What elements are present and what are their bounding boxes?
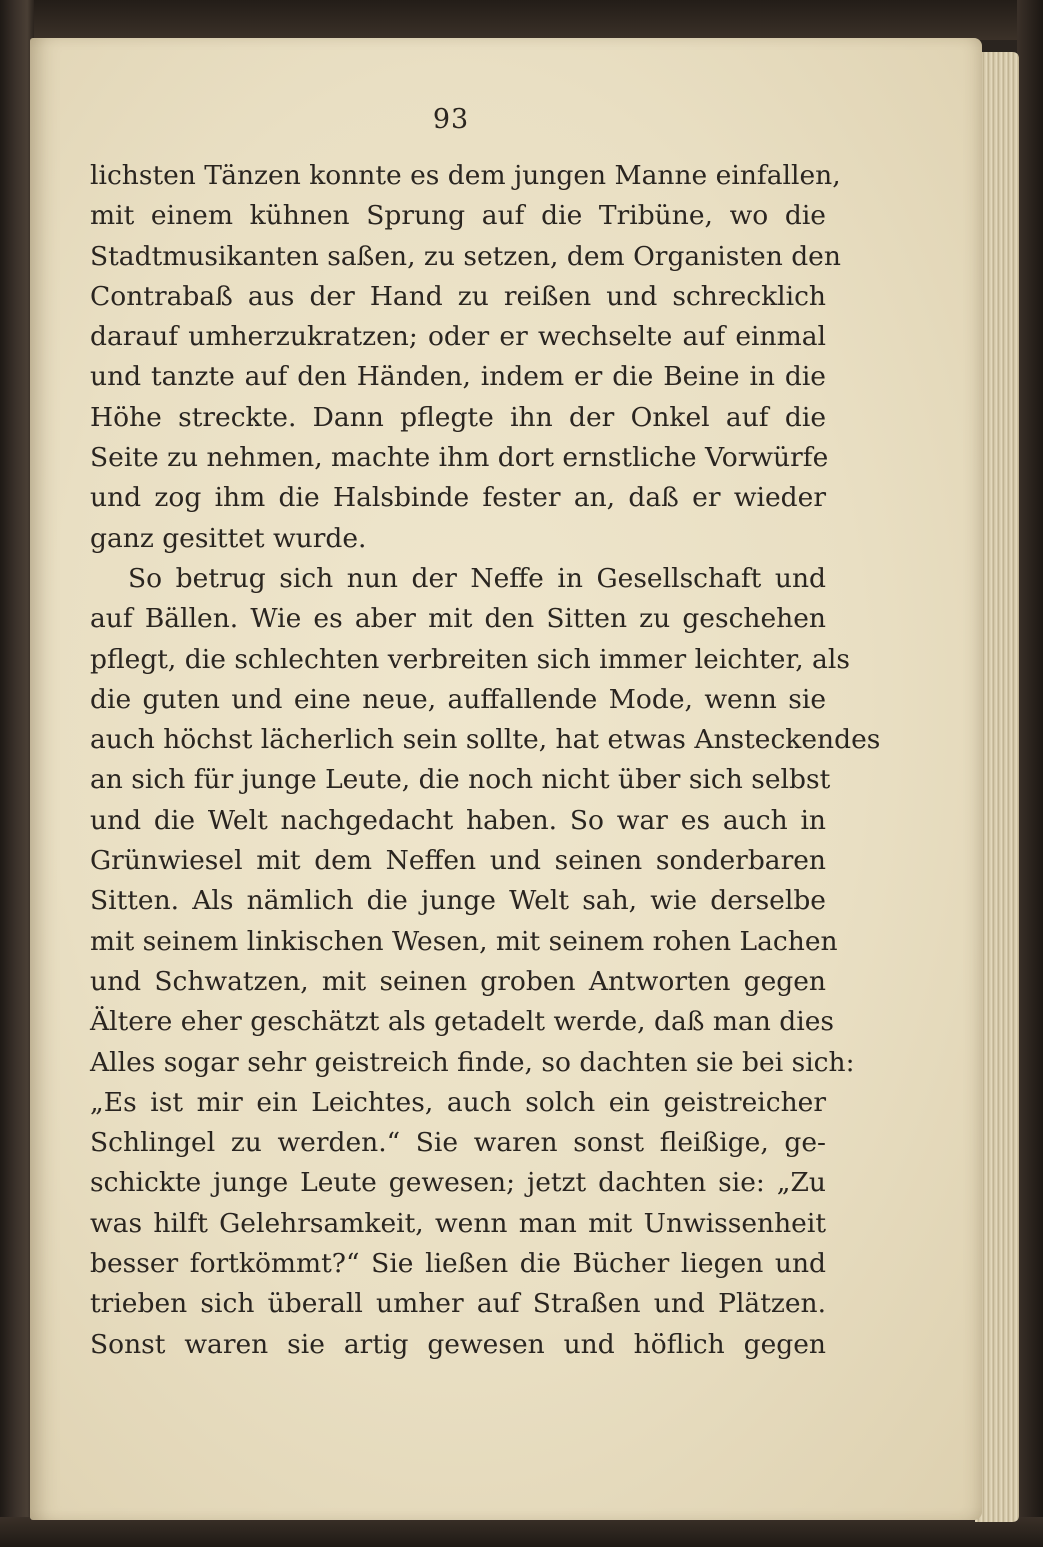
text-line: Sitten. Als nämlich die junge Welt sah, wie derselbe xyxy=(90,885,826,917)
book-page xyxy=(30,38,982,1520)
text-line: trieben sich überall umher auf Straßen und Plätzen. xyxy=(90,1288,826,1320)
text-line: mit seinem linkischen Wesen, mit seinem rohen Lachen xyxy=(90,925,838,957)
text-line: So betrug sich nun der Neffe in Gesellschaft und xyxy=(128,562,826,594)
text-line: Stadtmusikanten saßen, zu setzen, dem Organisten den xyxy=(90,240,841,272)
text-line: Schlingel zu werden.“ Sie waren sonst fleißige, ge- xyxy=(90,1127,826,1159)
text-line: was hilft Gelehrsamkeit, wenn man mit Unwissenheit xyxy=(90,1207,826,1239)
text-line: schickte junge Leute gewesen; jetzt dachten sie: „Zu xyxy=(90,1167,826,1199)
text-line: besser fortkömmt?“ Sie ließen die Bücher liegen und xyxy=(90,1248,826,1280)
text-line: lichsten Tänzen konnte es dem jungen Manne einfallen, xyxy=(90,160,841,191)
book-cover-bottom xyxy=(0,1517,1043,1547)
text-line: Alles sogar sehr geistreich finde, so dachten sie bei sich: xyxy=(90,1046,855,1078)
page-number: 93 xyxy=(432,104,470,135)
text-line: Seite zu nehmen, machte ihm dort ernstliche Vorwürfe xyxy=(90,442,829,474)
text-line: und die Welt nachgedacht haben. So war es auch in xyxy=(90,804,826,836)
text-line: an sich für junge Leute, die noch nicht über sich selbst xyxy=(90,764,831,796)
text-line: Sonst waren sie artig gewesen und höflich gegen xyxy=(90,1328,826,1360)
text-line: Höhe streckte. Dann pflegte ihn der Onkel auf die xyxy=(90,401,826,433)
text-line: auch höchst lächerlich sein sollte, hat etwas Ansteckendes xyxy=(90,724,881,756)
text-line: und tanzte auf den Händen, indem er die Beine in die xyxy=(90,361,826,393)
book-binding xyxy=(0,0,34,1547)
text-line: pflegt, die schlechten verbreiten sich immer leichter, als xyxy=(90,643,850,675)
text-line: die guten und eine neue, auffallende Mode, wenn sie xyxy=(90,683,826,715)
text-line: „Es ist mir ein Leichtes, auch solch ein geistreicher xyxy=(90,1086,826,1118)
text-line: ganz gesittet wurde. xyxy=(90,522,367,554)
text-line: Grünwiesel mit dem Neffen und seinen sonderbaren xyxy=(90,845,826,877)
text-line: Contrabaß aus der Hand zu reißen und schrecklich xyxy=(90,280,826,312)
text-line: darauf umherzukratzen; oder er wechselte auf einmal xyxy=(90,321,826,353)
book-cover-right xyxy=(1017,0,1043,1547)
page-text xyxy=(90,156,881,1365)
text-line: und Schwatzen, mit seinen groben Antworten gegen xyxy=(90,965,826,997)
text-line: und zog ihm die Halsbinde fester an, daß er wieder xyxy=(90,482,826,514)
text-line: auf Bällen. Wie es aber mit den Sitten zu geschehen xyxy=(90,603,826,635)
book-cover-top xyxy=(0,0,1043,40)
text-line: mit einem kühnen Sprung auf die Tribüne, wo die xyxy=(90,200,826,232)
text-line: Ältere eher geschätzt als getadelt werde, daß man dies xyxy=(90,1006,835,1038)
